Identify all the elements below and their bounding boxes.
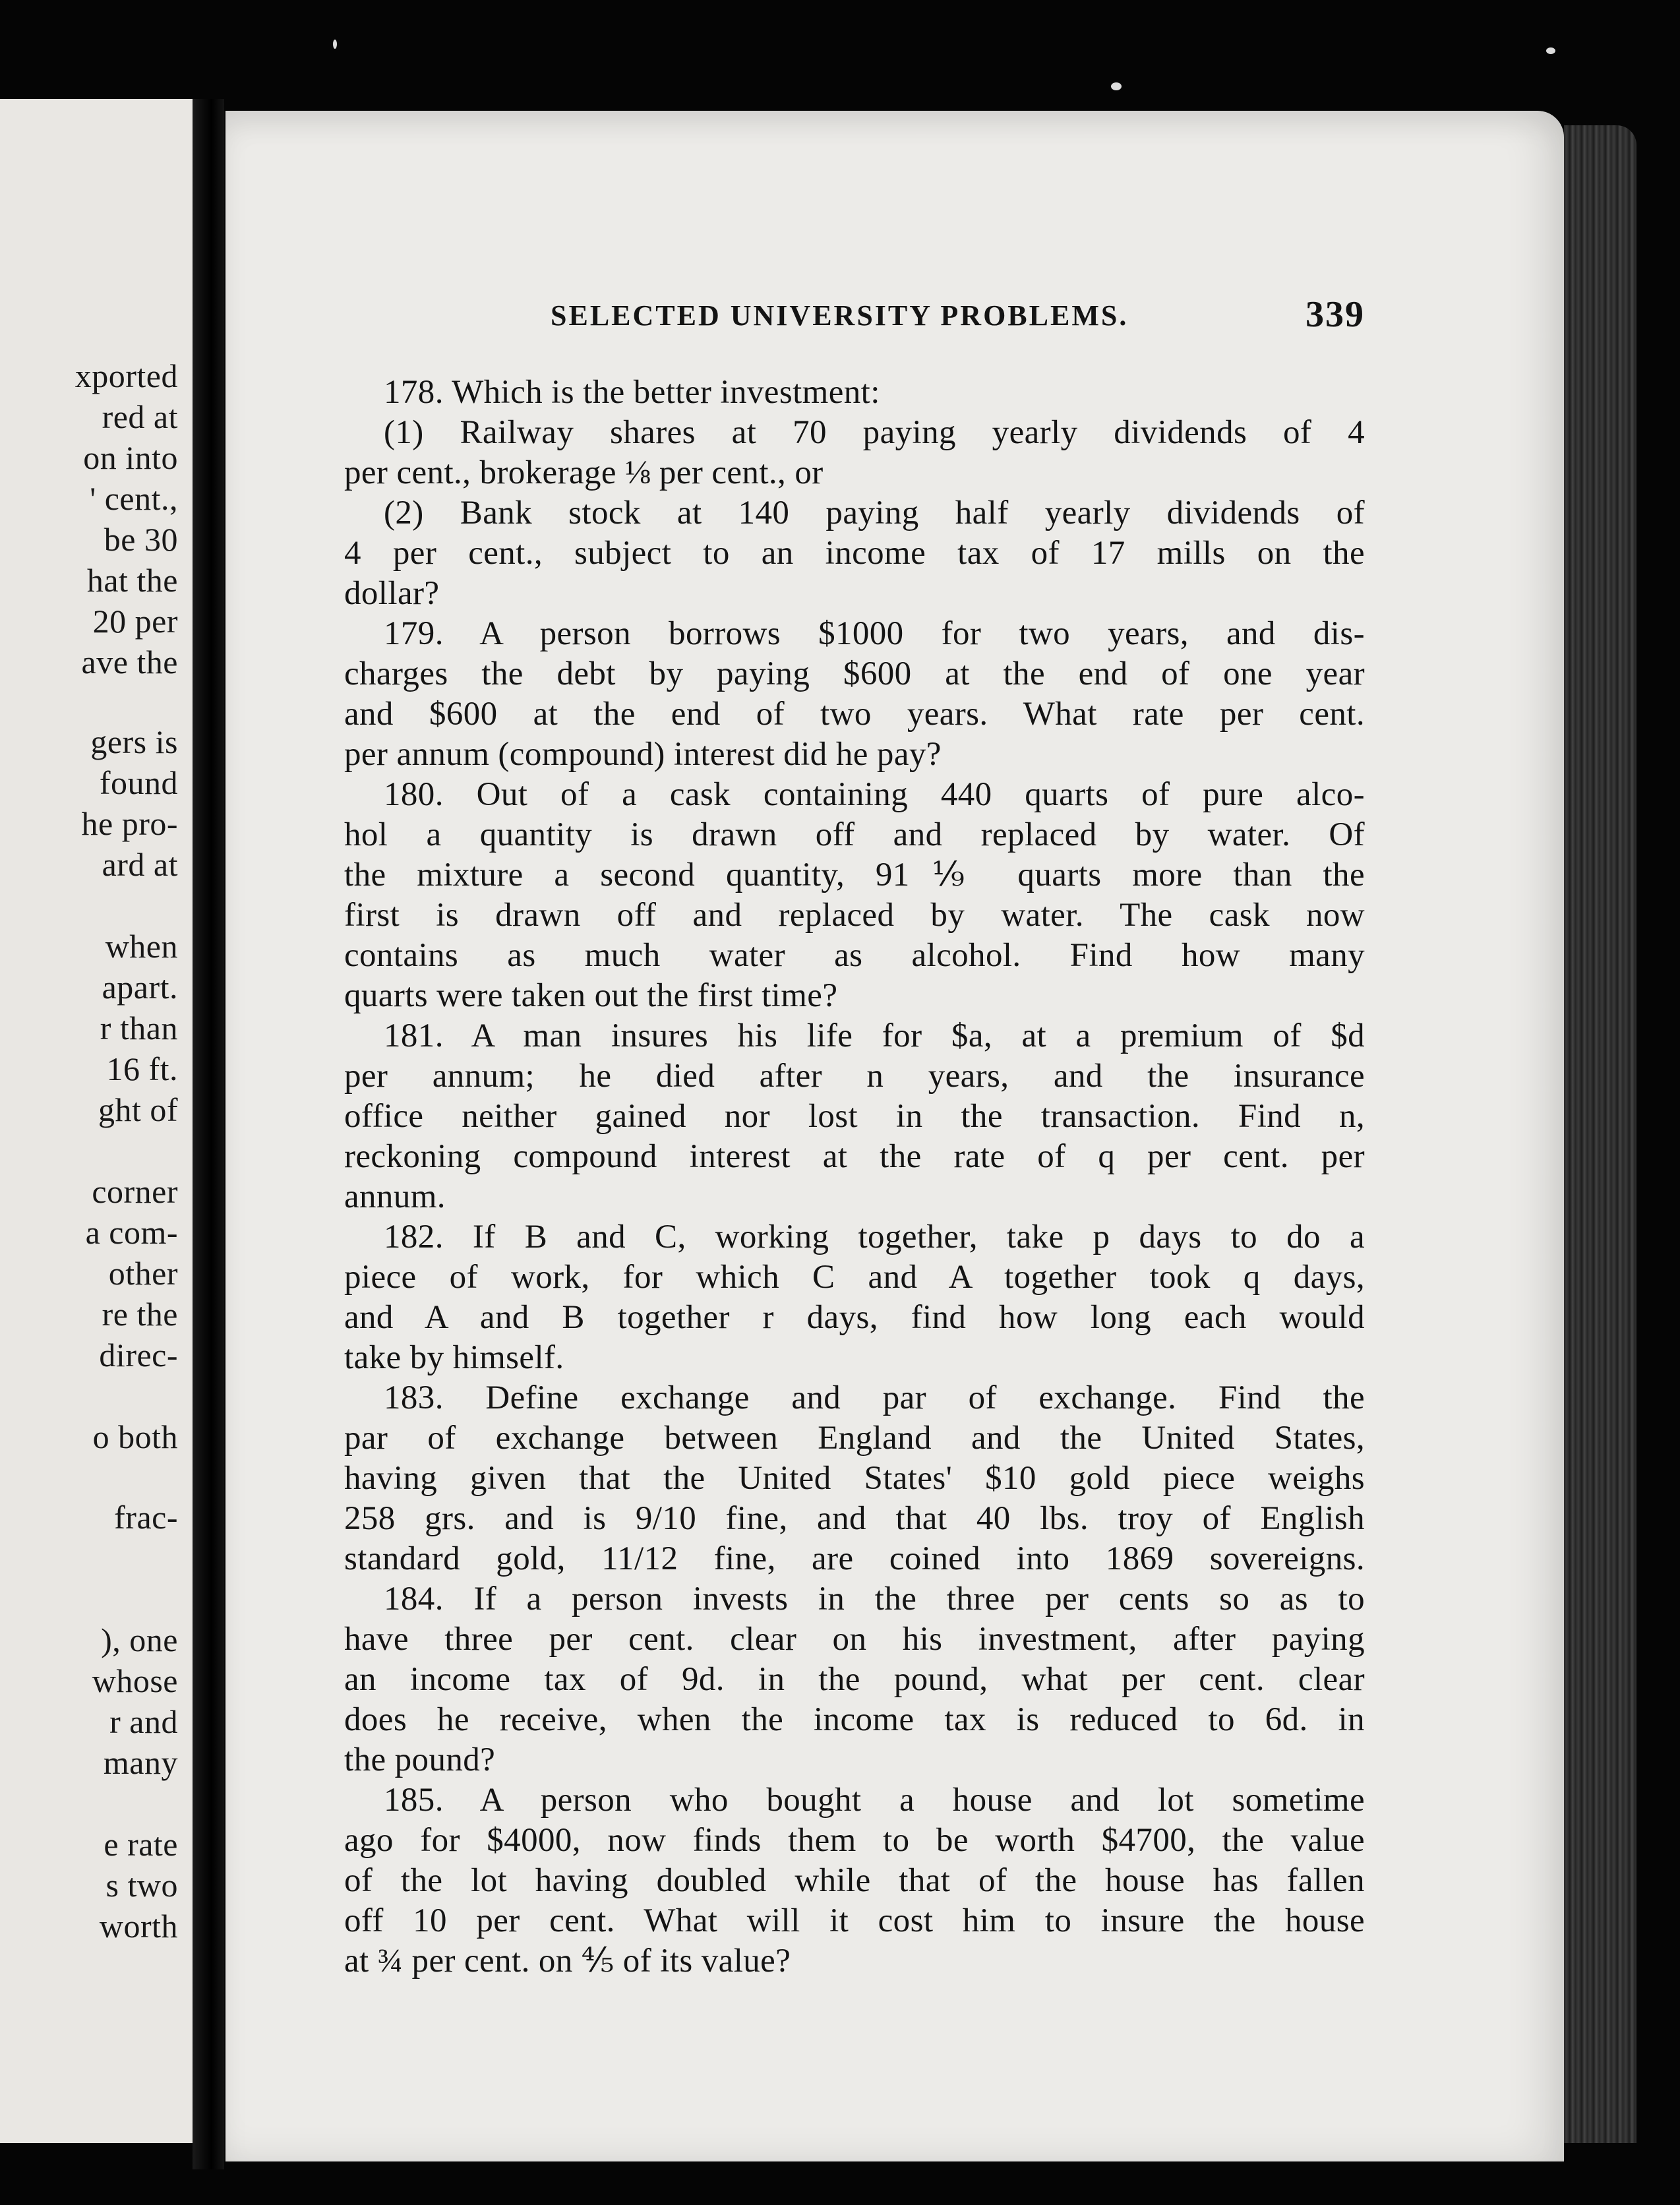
text-line: charges the debt by paying $600 at the end of one year (344, 655, 1365, 692)
text-line: per cent., brokerage ⅛ per cent., or (344, 454, 824, 491)
page-edge-stack (1564, 125, 1636, 2143)
left-fragment-line: ), one (101, 1621, 178, 1658)
text-line: take by himself. (344, 1339, 564, 1376)
left-fragment-line: on into (83, 439, 178, 476)
text-line: 184. If a person invests in the three per cents so as to (384, 1581, 1365, 1617)
left-fragment-line: e rate (104, 1826, 178, 1863)
text-line: annum. (344, 1178, 446, 1215)
left-fragment-line: corner (92, 1173, 178, 1210)
left-fragment-line: re the (102, 1296, 178, 1333)
text-line: 179. A person borrows $1000 for two years, and dis- (384, 615, 1365, 652)
text-line: 258 grs. and is 9/10 fine, and that 40 lbs. troy of English (344, 1500, 1365, 1537)
left-fragment-line: r than (100, 1010, 178, 1046)
running-title: SELECTED UNIVERSITY PROBLEMS. (551, 299, 1129, 332)
text-line: hol a quantity is drawn off and replaced by water. Of (344, 816, 1365, 853)
text-line: and $600 at the end of two years. What rate per cent. (344, 696, 1365, 733)
text-line: per annum; he died after n years, and the insurance (344, 1058, 1365, 1095)
text-line: off 10 per cent. What will it cost him to insure the house (344, 1902, 1365, 1939)
text-line: quarts were taken out the first time? (344, 977, 838, 1014)
scan-speck (333, 40, 337, 49)
left-fragment-line: whose (92, 1662, 178, 1699)
left-fragment-line: hat the (86, 562, 178, 599)
text-line: standard gold, 11/12 fine, are coined into 1869 sovereigns. (344, 1540, 1365, 1577)
text-line: the pound? (344, 1741, 496, 1778)
text-line: 181. A man insures his life for $a, at a premium of $d (384, 1017, 1365, 1054)
text-line: reckoning compound interest at the rate of q per cent. per (344, 1138, 1365, 1175)
left-fragment-line: ght of (98, 1091, 178, 1128)
text-line: the mixture a second quantity, 91⅑ quarts more than the (344, 857, 1365, 893)
left-fragment-line: frac- (114, 1499, 178, 1536)
left-page-fragment (0, 99, 193, 2143)
left-fragment-line: other (108, 1255, 178, 1292)
left-fragment-line: he pro- (81, 805, 178, 842)
scan-speck (1111, 82, 1122, 90)
text-line: 178. Which is the better investment: (384, 374, 880, 411)
left-fragment-line: red at (102, 398, 178, 435)
left-fragment-line: ave the (81, 644, 178, 680)
book-gutter (193, 99, 224, 2169)
left-fragment-line: many (103, 1744, 178, 1781)
text-line: does he receive, when the income tax is reduced to 6d. in (344, 1701, 1365, 1738)
text-line: par of exchange between England and the United States, (344, 1420, 1365, 1457)
text-line: 180. Out of a cask containing 440 quarts of pure alco- (384, 776, 1365, 813)
left-fragment-line: gers is (90, 723, 178, 760)
left-fragment-line: ard at (102, 846, 178, 883)
left-fragment-line: ' cent., (90, 480, 178, 517)
left-fragment-line: r and (109, 1703, 178, 1740)
text-line: 183. Define exchange and par of exchange. Find the (384, 1379, 1365, 1416)
left-fragment-line: found (99, 764, 178, 801)
left-fragment-line: a com- (85, 1214, 178, 1251)
left-fragment-line: s two (105, 1867, 178, 1904)
text-line: contains as much water as alcohol. Find how many (344, 937, 1365, 974)
text-line: 185. A person who bought a house and lot sometime (384, 1782, 1365, 1819)
left-fragment-line: o both (92, 1418, 178, 1455)
text-line: piece of work, for which C and A together took q days, (344, 1259, 1365, 1296)
left-fragment-line: when (105, 928, 178, 965)
text-line: of the lot having doubled while that of the house has fallen (344, 1862, 1365, 1899)
text-line: 4 per cent., subject to an income tax of 17 mills on the (344, 535, 1365, 572)
scan-speck (1546, 47, 1555, 54)
left-fragment-line: 20 per (92, 603, 178, 640)
text-line: (2) Bank stock at 140 paying half yearly dividends of (384, 495, 1365, 531)
running-header (551, 294, 1365, 345)
text-line: office neither gained nor lost in the transaction. Find n, (344, 1098, 1365, 1135)
text-line: dollar? (344, 575, 440, 612)
left-fragment-line: direc- (99, 1337, 178, 1374)
text-line: ago for $4000, now finds them to be worth $4700, the value (344, 1822, 1365, 1859)
problem-text (344, 373, 1365, 1981)
text-line: (1) Railway shares at 70 paying yearly dividends of 4 (384, 414, 1365, 451)
page-number: 339 (1305, 294, 1365, 335)
text-line: per annum (compound) interest did he pay? (344, 736, 942, 773)
text-line: first is drawn off and replaced by water. The cask now (344, 897, 1365, 934)
text-line: and A and B together r days, find how long each would (344, 1299, 1365, 1336)
left-fragment-line: be 30 (104, 521, 178, 558)
text-line: 182. If B and C, working together, take p days to do a (384, 1219, 1365, 1255)
left-fragment-line: worth (99, 1908, 178, 1945)
text-line: having given that the United States' $10 gold piece weighs (344, 1460, 1365, 1497)
text-line: have three per cent. clear on his investment, after paying (344, 1621, 1365, 1658)
text-line: at ¾ per cent. on ⅘ of its value? (344, 1943, 791, 1979)
left-fragment-line: 16 ft. (106, 1050, 178, 1087)
text-line: an income tax of 9d. in the pound, what per cent. clear (344, 1661, 1365, 1698)
left-fragment-line: apart. (102, 969, 178, 1006)
left-fragment-line: xported (75, 357, 178, 394)
